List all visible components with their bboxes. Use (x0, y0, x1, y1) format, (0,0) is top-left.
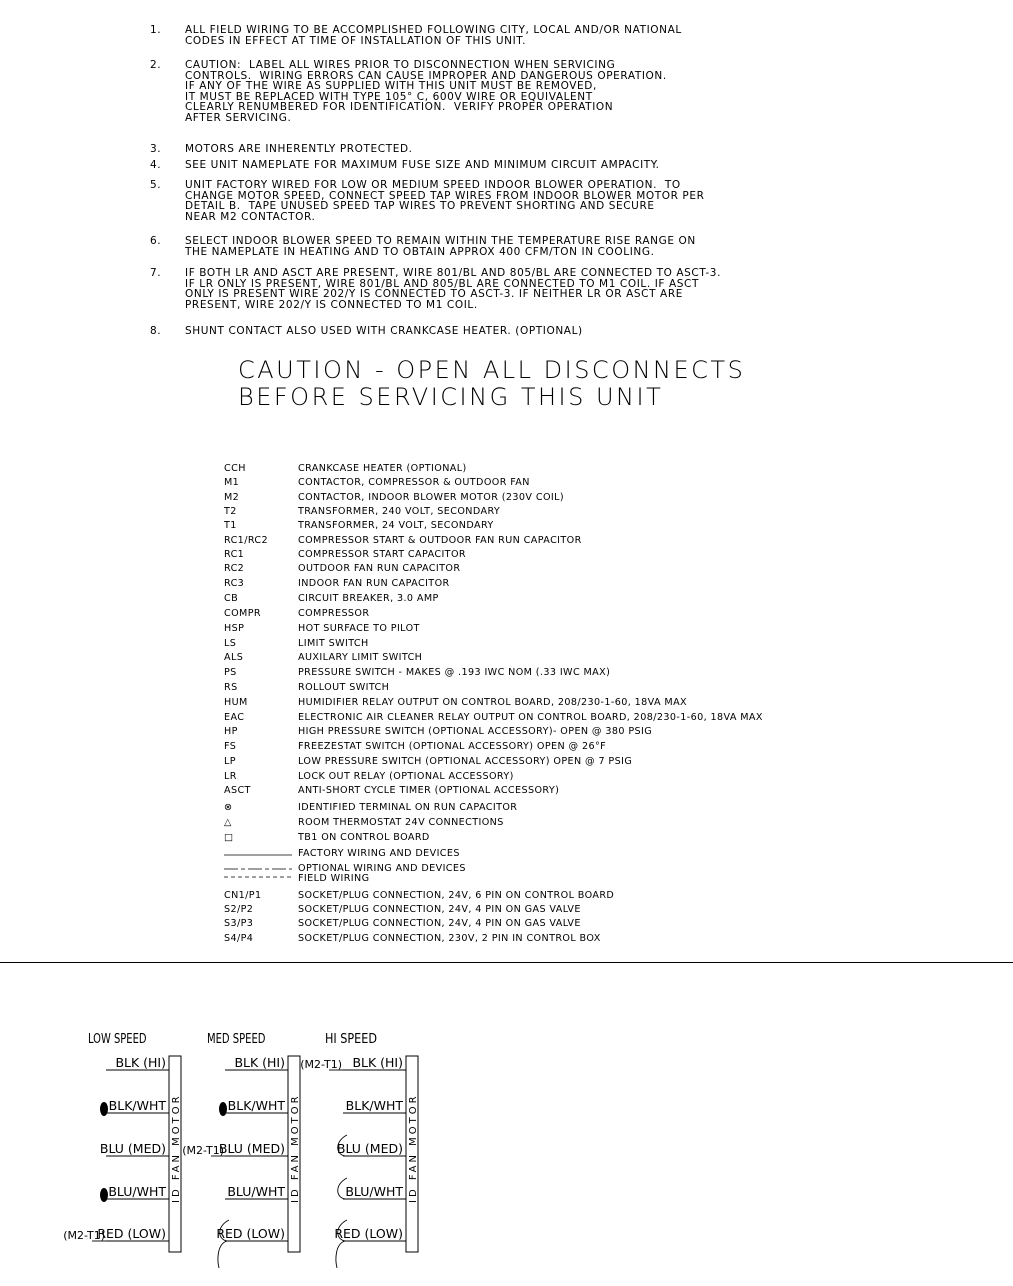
note-text-line: SELECT INDOOR BLOWER SPEED TO REMAIN WITHIN THE TEMPERATURE RISE RANGE ON (185, 235, 696, 247)
legend-abbreviation: T1 (224, 520, 237, 531)
legend-abbreviation: △ (224, 817, 232, 828)
legend-abbreviation: HP (224, 726, 238, 737)
speed-detail-title: MED SPEED (207, 1032, 266, 1047)
wire-label: BLU/WHT (227, 1184, 285, 1199)
legend-description: SOCKET/PLUG CONNECTION, 24V, 4 PIN ON GAS VALVE (298, 918, 581, 929)
note-number: 2. (150, 59, 162, 71)
note-text-line: ALL FIELD WIRING TO BE ACCOMPLISHED FOLLOWING CITY, LOCAL AND/OR NATIONAL (185, 24, 682, 36)
legend-description: SOCKET/PLUG CONNECTION, 230V, 2 PIN IN CONTROL BOX (298, 933, 601, 944)
legend-abbreviation: RC3 (224, 578, 245, 589)
connection-label: (M2-T1) (182, 1144, 224, 1157)
fan-motor-label: ID FAN MOTOR (171, 1093, 182, 1203)
wire-cap-dot (100, 1102, 108, 1116)
note-number: 5. (150, 179, 162, 191)
wire-label: BLU (MED) (99, 1141, 166, 1156)
legend-description: ANTI-SHORT CYCLE TIMER (OPTIONAL ACCESSORY) (298, 785, 560, 796)
legend-abbreviation: HSP (224, 623, 245, 634)
note-text-line: PRESENT, WIRE 202/Y IS CONNECTED TO M1 COIL. (185, 298, 478, 311)
note-text-line: CLEARLY RENUMBERED FOR IDENTIFICATION. VERIFY PROPER OPERATION (185, 101, 614, 114)
note-text-line: AFTER SERVICING. (185, 112, 292, 124)
legend-abbreviation: ⊗ (224, 802, 233, 813)
note-text-line: CAUTION: LABEL ALL WIRES PRIOR TO DISCONNECTION WHEN SERVICING (185, 59, 616, 71)
legend-description: CONTACTOR, INDOOR BLOWER MOTOR (230V COIL) (298, 492, 565, 503)
legend-description: CRANKCASE HEATER (OPTIONAL) (298, 463, 467, 474)
legend-abbreviation: □ (224, 832, 234, 843)
wire-label: BLU/WHT (345, 1184, 403, 1199)
note-text-line: IF ANY OF THE WIRE AS SUPPLIED WITH THIS UNIT MUST BE REMOVED, (185, 80, 597, 93)
legend-description: IDENTIFIED TERMINAL ON RUN CAPACITOR (298, 802, 518, 813)
note-text-line: SHUNT CONTACT ALSO USED WITH CRANKCASE HEATER. (OPTIONAL) (185, 325, 583, 337)
wire-tape-cap (336, 1241, 345, 1268)
wire-label: RED (LOW) (216, 1226, 285, 1241)
legend-description: ROOM THERMOSTAT 24V CONNECTIONS (298, 817, 504, 828)
legend-abbreviation: EAC (224, 712, 245, 723)
legend-description: SOCKET/PLUG CONNECTION, 24V, 6 PIN ON CONTROL BOARD (298, 890, 615, 901)
caution-line-1: CAUTION - OPEN ALL DISCONNECTS (238, 356, 746, 384)
legend-description: LOCK OUT RELAY (OPTIONAL ACCESSORY) (298, 771, 514, 782)
legend-abbreviation: LS (224, 638, 237, 649)
note-text-line: CHANGE MOTOR SPEED, CONNECT SPEED TAP WIRES FROM INDOOR BLOWER MOTOR PER (185, 189, 705, 202)
legend-abbreviation: FS (224, 741, 237, 752)
wire-cap-dot (219, 1102, 227, 1116)
wire-label: BLK (HI) (115, 1055, 166, 1070)
note-text-line: NEAR M2 CONTACTOR. (185, 210, 316, 223)
fan-motor-label: ID FAN MOTOR (290, 1093, 301, 1203)
legend-abbreviation: S3/P3 (224, 918, 254, 929)
legend-description: CONTACTOR, COMPRESSOR & OUTDOOR FAN (298, 477, 530, 488)
legend-abbreviation: M1 (224, 477, 240, 488)
speed-tap-detail-diagram (0, 963, 1013, 1286)
legend-abbreviation: ALS (224, 652, 244, 663)
legend-description: HOT SURFACE TO PILOT (298, 623, 420, 634)
note-text-line: IF BOTH LR AND ASCT ARE PRESENT, WIRE 801/BL AND 805/BL ARE CONNECTED TO ASCT-3. (185, 267, 722, 279)
note-text-line: IT MUST BE REPLACED WITH TYPE 105° C, 600V WIRE OR EQUIVALENT (185, 90, 593, 103)
legend-description: AUXILARY LIMIT SWITCH (298, 652, 423, 663)
legend-description: TRANSFORMER, 240 VOLT, SECONDARY (298, 506, 501, 517)
wire-label: BLU (MED) (336, 1141, 403, 1156)
legend-description: LIMIT SWITCH (298, 638, 369, 649)
note-text-line: MOTORS ARE INHERENTLY PROTECTED. (185, 143, 413, 155)
wire-cap-dot (100, 1188, 108, 1202)
wire-label: BLU (MED) (218, 1141, 285, 1156)
note-number: 3. (150, 143, 162, 155)
legend-abbreviation: RC2 (224, 563, 245, 574)
note-text-line: CODES IN EFFECT AT TIME OF INSTALLATION OF THIS UNIT. (185, 34, 527, 47)
legend-abbreviation: S2/P2 (224, 904, 254, 915)
legend-description: OUTDOOR FAN RUN CAPACITOR (298, 563, 461, 574)
wire-tape-cap (218, 1241, 227, 1268)
note-text-line: UNIT FACTORY WIRED FOR LOW OR MEDIUM SPEED INDOOR BLOWER OPERATION. TO (185, 179, 681, 191)
legend-abbreviation: LR (224, 771, 237, 782)
legend-abbreviation: RC1 (224, 549, 245, 560)
speed-detail-title: HI SPEED (325, 1032, 377, 1047)
connection-label: (M2-T1) (63, 1229, 105, 1242)
legend-description: PRESSURE SWITCH - MAKES @ .193 IWC NOM (.33 IWC MAX) (298, 667, 611, 678)
wire-label: BLU/WHT (108, 1184, 166, 1199)
legend-description: FIELD WIRING (298, 873, 370, 884)
legend-description: LOW PRESSURE SWITCH (OPTIONAL ACCESSORY) OPEN @ 7 PSIG (298, 756, 633, 767)
legend-abbreviation: ASCT (224, 785, 251, 796)
legend-abbreviation: CCH (224, 463, 246, 474)
legend-abbreviation: S4/P4 (224, 933, 254, 944)
note-number: 6. (150, 235, 162, 247)
legend-description: TB1 ON CONTROL BOARD (298, 832, 430, 843)
note-number: 7. (150, 267, 162, 279)
legend-description: COMPRESSOR (298, 608, 370, 619)
legend-abbreviation: HUM (224, 697, 248, 708)
note-number: 4. (150, 159, 162, 171)
legend-abbreviation: PS (224, 667, 237, 678)
legend-abbreviation: RC1/RC2 (224, 535, 269, 546)
legend-description: FACTORY WIRING AND DEVICES (298, 848, 460, 859)
legend-abbreviation: CN1/P1 (224, 890, 262, 901)
legend-description: OPTIONAL WIRING AND DEVICES (298, 863, 466, 874)
note-number: 8. (150, 325, 162, 337)
caution-line-2: BEFORE SERVICING THIS UNIT (238, 383, 664, 411)
note-text-line: SEE UNIT NAMEPLATE FOR MAXIMUM FUSE SIZE AND MINIMUM CIRCUIT AMPACITY. (185, 159, 660, 171)
legend-description: HUMIDIFIER RELAY OUTPUT ON CONTROL BOARD, 208/230-1-60, 18VA MAX (298, 697, 688, 708)
wire-label: BLK/WHT (227, 1098, 285, 1113)
legend-description: COMPRESSOR START & OUTDOOR FAN RUN CAPACITOR (298, 535, 582, 546)
legend-abbreviation: LP (224, 756, 236, 767)
wire-label: BLK/WHT (345, 1098, 403, 1113)
wire-label: RED (LOW) (97, 1226, 166, 1241)
note-text-line: DETAIL B. TAPE UNUSED SPEED TAP WIRES TO PREVENT SHORTING AND SECURE (185, 200, 655, 213)
legend-description: SOCKET/PLUG CONNECTION, 24V, 4 PIN ON GAS VALVE (298, 904, 581, 915)
wire-label: BLK (HI) (352, 1055, 403, 1070)
legend-abbreviation: RS (224, 682, 238, 693)
wire-label: RED (LOW) (334, 1226, 403, 1241)
legend-description: HIGH PRESSURE SWITCH (OPTIONAL ACCESSORY)- OPEN @ 380 PSIG (298, 726, 653, 737)
speed-detail-title: LOW SPEED (88, 1032, 147, 1047)
note-text-line: CONTROLS. WIRING ERRORS CAN CAUSE IMPROPER AND DANGEROUS OPERATION. (185, 69, 667, 82)
legend-description: FREEZESTAT SWITCH (OPTIONAL ACCESSORY) OPEN @ 26°F (298, 741, 607, 752)
legend-description: ELECTRONIC AIR CLEANER RELAY OUTPUT ON CONTROL BOARD, 208/230-1-60, 18VA MAX (298, 712, 763, 723)
legend-description: ROLLOUT SWITCH (298, 682, 390, 693)
connection-label: (M2-T1) (300, 1058, 342, 1071)
legend-abbreviation: M2 (224, 492, 240, 503)
wire-label: BLK (HI) (234, 1055, 285, 1070)
legend-abbreviation: COMPR (224, 608, 261, 619)
legend-description: INDOOR FAN RUN CAPACITOR (298, 578, 450, 589)
note-number: 1. (150, 24, 162, 36)
wire-label: BLK/WHT (108, 1098, 166, 1113)
legend-description: TRANSFORMER, 24 VOLT, SECONDARY (298, 520, 494, 531)
legend-abbreviation: CB (224, 593, 239, 604)
note-text-line: ONLY IS PRESENT WIRE 202/Y IS CONNECTED TO ASCT-3. IF NEITHER LR OR ASCT ARE (185, 288, 683, 301)
legend-description: COMPRESSOR START CAPACITOR (298, 549, 466, 560)
legend-abbreviation: T2 (224, 506, 237, 517)
fan-motor-label: ID FAN MOTOR (408, 1093, 419, 1203)
legend-description: CIRCUIT BREAKER, 3.0 AMP (298, 593, 439, 604)
note-text-line: IF LR ONLY IS PRESENT, WIRE 801/BL AND 805/BL ARE CONNECTED TO M1 COIL. IF ASCT (185, 277, 700, 290)
note-text-line: THE NAMEPLATE IN HEATING AND TO OBTAIN APPROX 400 CFM/TON IN COOLING. (185, 245, 655, 258)
